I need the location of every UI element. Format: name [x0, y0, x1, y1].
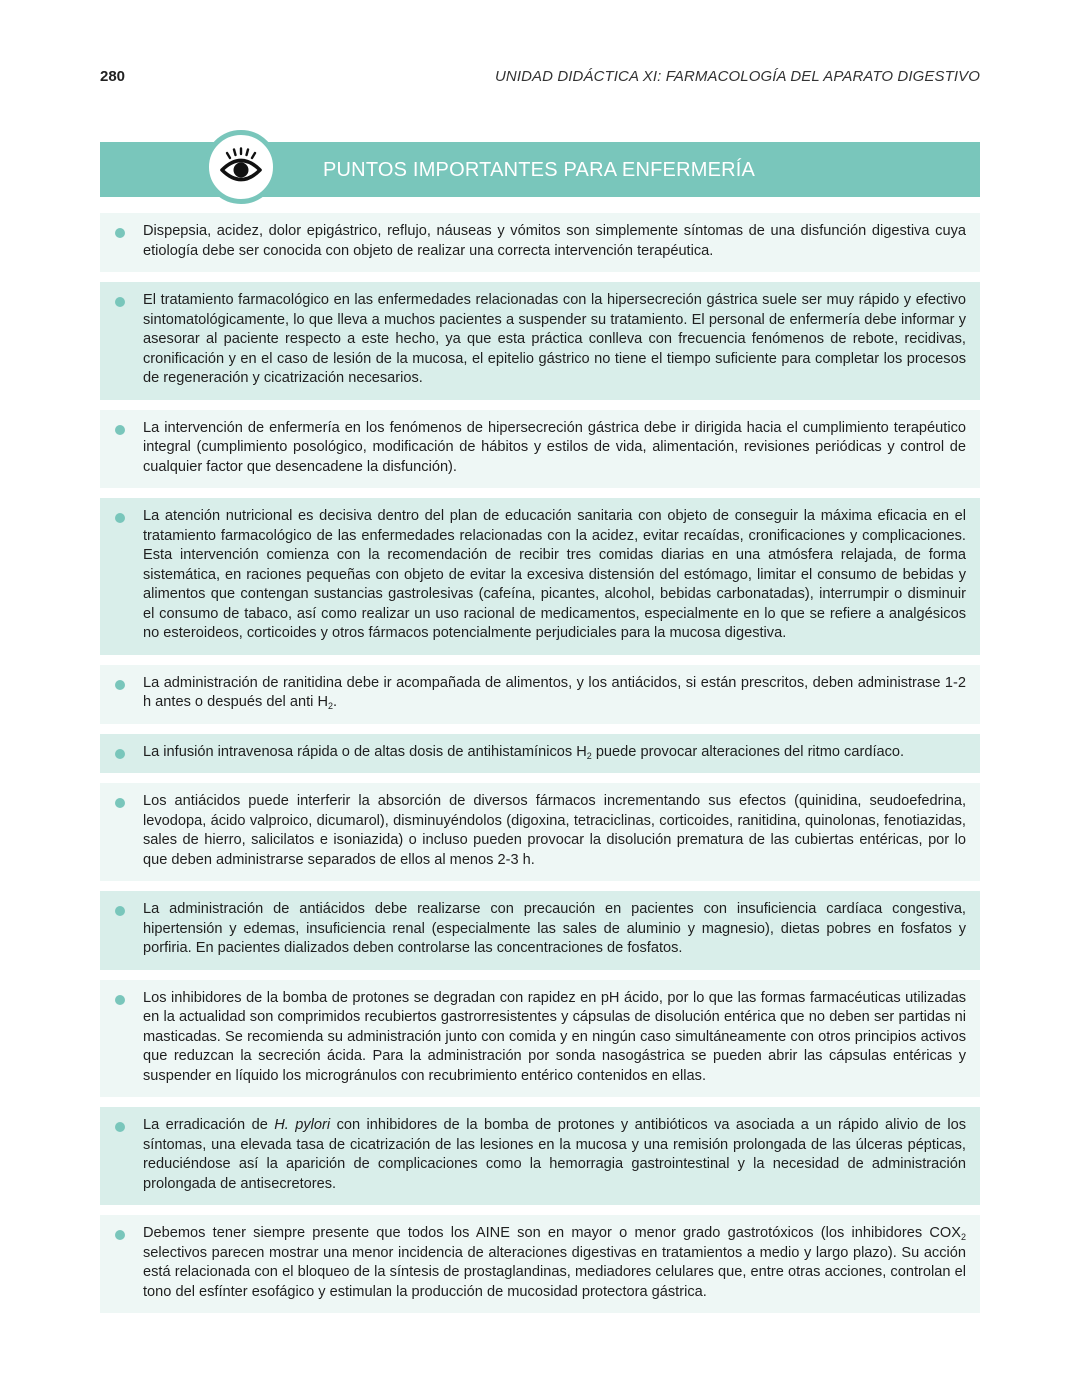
list-item: [100, 734, 980, 774]
point-text: Dispepsia, acidez, dolor epigástrico, reflujo, náuseas y vómitos son simplemente síntomas de una disfunción digestiva cuya etiología debe ser conocida con objeto de realizar una correcta intervención terapéutica.: [143, 223, 966, 259]
eye-icon: [219, 147, 263, 187]
list-item: [100, 980, 980, 1098]
bullet: [115, 749, 125, 759]
list-item: [100, 1107, 980, 1205]
bullet: [115, 1122, 125, 1132]
subscript: 2: [586, 750, 592, 761]
point-text: La administración de antiácidos debe realizarse con precaución en pacientes con insuficiencia cardíaca congestiva, hipertensión y edemas, insuficiencia renal (especialmente las sales de aluminio y magnesio), dietas pobres en fosfatos y porfiria. En pacientes dializados deben controlarse las concentraciones de fosfatos.: [143, 901, 966, 956]
list-item: [100, 498, 980, 655]
point-text: Los antiácidos puede interferir la absorción de diversos fármacos incrementando sus efectos (quinidina, seudoefedrina, levodopa, ácido valproico, dicumarol), disminuyéndolos (digoxina, tetraciclinas, corticoides, ranitidina, quinolonas, fenotiazidas, sales de hierro, salicilatos e isoniazida) o incluso pueden provocar la disolución prematura de las cubiertas entéricas, por lo que deben administrarse separados de ellos al menos 2-3 h.: [143, 793, 966, 868]
point-text-end: .: [333, 694, 338, 710]
bullet: [115, 297, 125, 307]
running-head: UNIDAD DIDÁCTICA XI: FARMACOLOGÍA DEL APARATO DIGESTIVO: [494, 68, 980, 85]
bullet: [115, 425, 125, 435]
point-text: La atención nutricional es decisiva dentro del plan de educación sanitaria con objeto de conseguir la máxima eficacia en el tratamiento farmacológico de las enfermedades relacionadas con la acidez, evitar recaídas, cronificaciones y complicaciones. Esta intervención comienza con la recomendación de recibir tres comidas diarias en una atmósfera relajada, de forma sistemática, en raciones pequeñas con objeto de evitar la excesiva distensión del estómago, limitar el consumo de bebidas y alimentos que contengan sustancias gastrolesivas (cafeína, picantes, alcohol, bebidas carbonatadas), interrumpir o disminuir el consumo de tabaco, así como realizar un uso racional de medicamentos, especialmente en lo que se refiere a analgésicos no esteroideos, corticoides y otros fármacos potencialmente perjudiciales para la mucosa digestiva.: [143, 508, 966, 641]
list-item: [100, 213, 980, 272]
point-text: Los inhibidores de la bomba de protones se degradan con rapidez en pH ácido, por lo que las formas farmacéuticas utilizadas en la actualidad son comprimidos recubiertos gastrorresistentes y cápsulas de disolución entérica que no deben ser partidas ni masticadas. Se recomienda su administración junto con comida y en ningún caso simultáneamente con otros principios activos que reduzcan la secreción ácida. Para la administración por sonda nasogástrica se pueden abrir las cápsulas entéricas y suspender en líquido los microgránulos con recubrimiento entérico contenidos en ellas.: [143, 989, 966, 1084]
point-text: La infusión intravenosa rápida o de altas dosis de antihistamínicos H: [143, 743, 587, 760]
list-item: [100, 1215, 980, 1313]
subscript: 2: [960, 1232, 966, 1242]
point-text: El tratamiento farmacológico en las enfermedades relacionadas con la hipersecreción gástrica suele ser muy rápido y efectivo sintomatológicamente, lo que lleva a muchos pacientes a suspender su tratamiento. El personal de enfermería debe informar y asesorar al paciente respecto a este hecho, ya que esta práctica conlleva con frecuencia fenómenos de rebote, recidivas, cronificación y en el caso de lesión de la mucosa, el epitelio gástrico no tiene el tiempo suficiente para completar los procesos de regeneración y cicatrización necesarios.: [143, 292, 966, 386]
list-item: [100, 665, 980, 724]
point-text: La erradicación de: [143, 1117, 275, 1133]
bullet: [115, 513, 125, 523]
list-item: [100, 891, 980, 970]
point-text-end: con inhibidores de la bomba de protones y antibióticos va asociada a un rápido alivio de los síntomas, una elevada tasa de cicatrización de las lesiones en la mucosa y una remisión prolongada de las úlceras pépticas, reduciéndose así la aparición de complicaciones como la hemorragia gastrointestinal y la necesidad de administración prolongada de antisecretores.: [143, 1117, 966, 1192]
bullet: [115, 906, 125, 916]
box-title: PUNTOS IMPORTANTES PARA ENFERMERÍA: [323, 159, 756, 181]
point-text: La intervención de enfermería en los fenómenos de hipersecreción gástrica debe ir dirigida hacia el cumplimiento terapéutico integral (cumplimiento posológico, modificación de hábitos y estilos de vida, alimentación, revisiones periódicas y control de cualquier factor que desencadene la disfunción).: [143, 419, 966, 475]
subscript: 2: [327, 701, 333, 711]
page-number: 280: [100, 68, 126, 85]
important-points-list: [100, 213, 980, 1323]
list-item: [100, 783, 980, 881]
list-item: [100, 410, 980, 489]
point-text: Debemos tener siempre presente que todos los AINE son en mayor o menor grado gastrotóxicos (los inhibidores COX: [143, 1225, 961, 1241]
bullet: [115, 1230, 125, 1240]
bullet: [115, 995, 125, 1005]
point-text-end: puede provocar alteraciones del ritmo cardíaco.: [591, 743, 905, 760]
eye-badge: [204, 130, 278, 204]
point-text: La administración de ranitidina debe ir acompañada de alimentos, y los antiácidos, si están prescritos, deben administrase 1-2 h antes o después del anti H: [143, 674, 966, 710]
bullet: [115, 228, 125, 238]
bullet: [115, 798, 125, 808]
italic-term: H. pylori: [274, 1117, 331, 1133]
list-item: [100, 282, 980, 400]
point-text-end: selectivos parecen mostrar una menor incidencia de alteraciones digestivas en tratamientos a medio y largo plazo). Su acción está relacionada con el bloqueo de la síntesis de prostaglandinas, mediadores celulares que, entre otras acciones, controlan el tono del esfínter esofágico y estimulan la producción de mucosidad protectora gástrica.: [143, 1244, 966, 1300]
bullet: [115, 680, 125, 690]
